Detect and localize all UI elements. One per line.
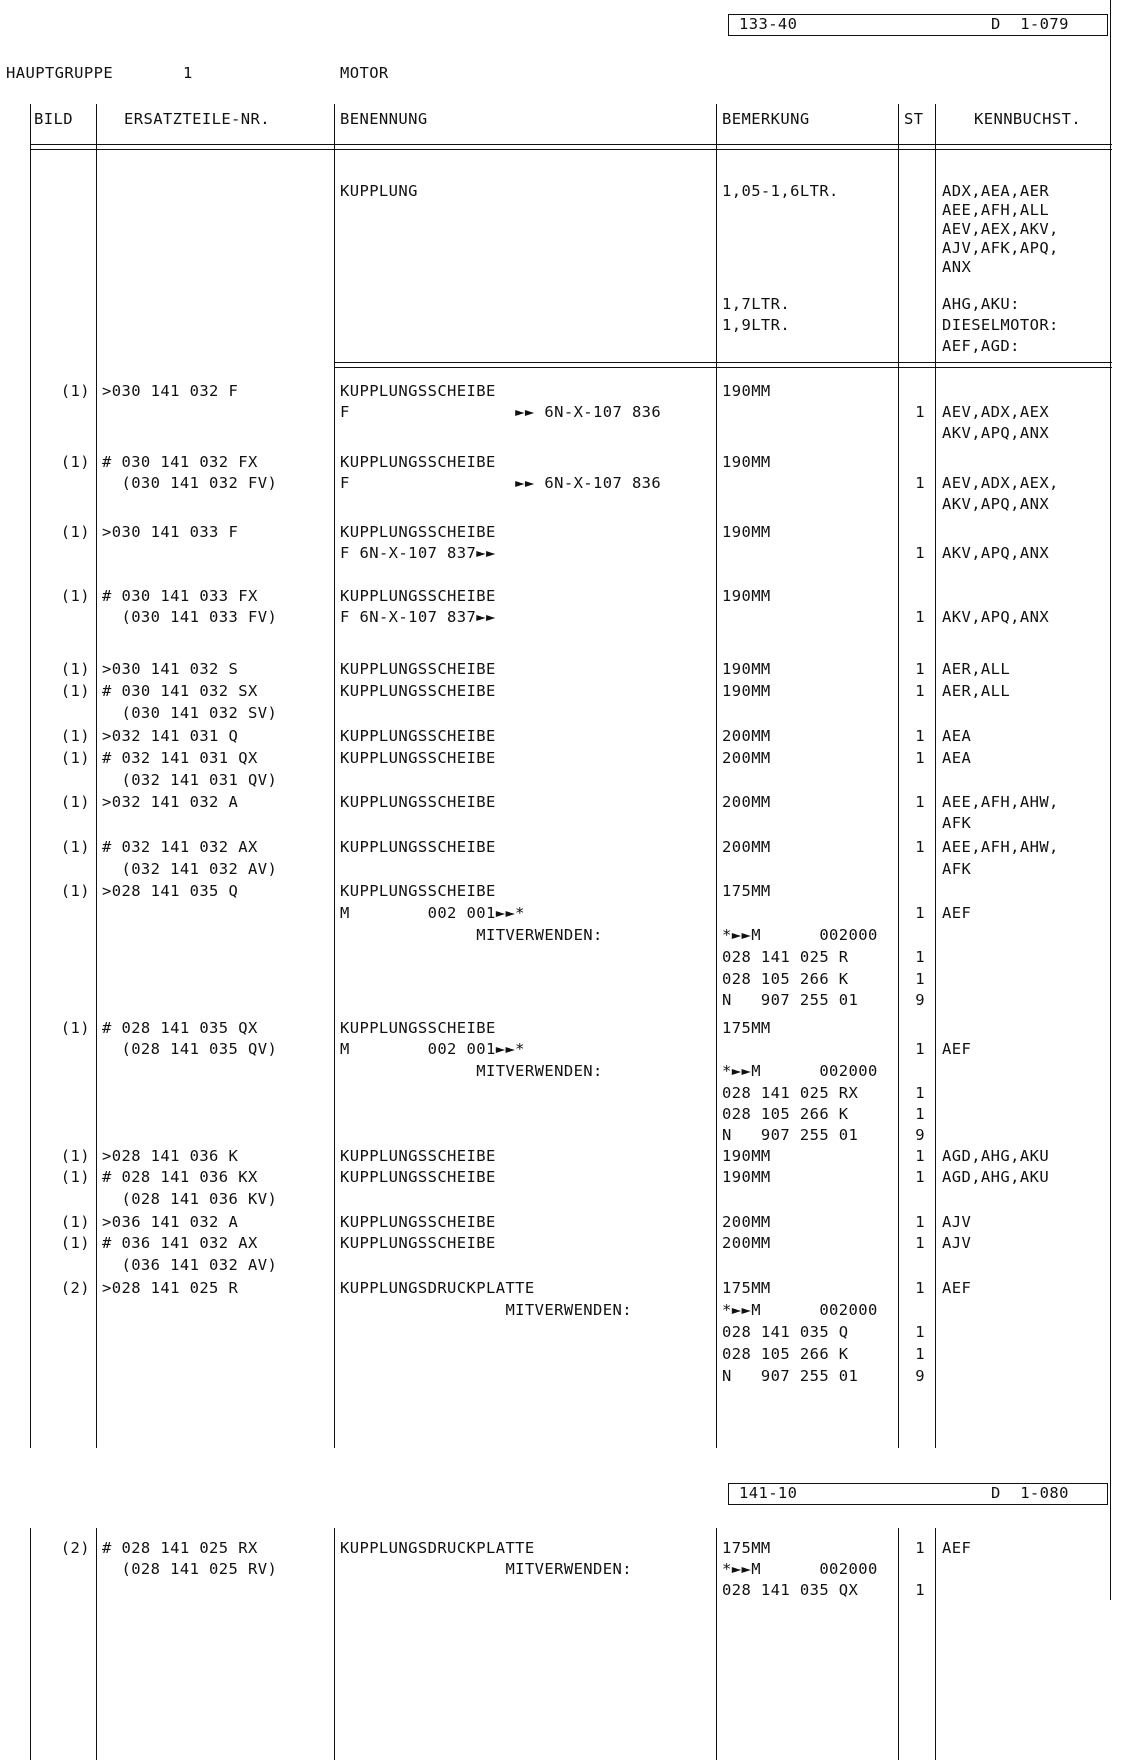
table-row bbox=[0, 862, 1142, 880]
engine-codes: AGD,AHG,AKU bbox=[942, 1168, 1050, 1186]
group-label: HAUPTGRUPPE bbox=[6, 64, 114, 82]
table-row bbox=[0, 546, 1142, 564]
engine-codes: AEF bbox=[942, 1279, 972, 1297]
table-row bbox=[0, 1347, 1142, 1365]
part-number: >036 141 032 A bbox=[102, 1213, 239, 1231]
table-row bbox=[0, 1325, 1142, 1343]
part-number: (036 141 032 AV) bbox=[102, 1256, 278, 1274]
quantity: 1 bbox=[915, 1147, 925, 1165]
part-remark: 200MM bbox=[722, 1213, 771, 1231]
table-row bbox=[0, 405, 1142, 423]
part-remark: *►►M 002000 bbox=[722, 1560, 878, 1578]
part-remark: 028 105 266 K bbox=[722, 1105, 849, 1123]
table-row bbox=[0, 497, 1142, 515]
part-number: (030 141 032 SV) bbox=[102, 704, 278, 722]
intro-remark: 1,05-1,6LTR. bbox=[722, 182, 839, 200]
part-number: # 030 141 032 FX bbox=[102, 453, 258, 471]
column-header-bild: BILD bbox=[34, 110, 73, 128]
part-description: KUPPLUNGSDRUCKPLATTE bbox=[340, 1539, 535, 1557]
part-description: KUPPLUNGSSCHEIBE bbox=[340, 749, 496, 767]
part-remark: 190MM bbox=[722, 382, 771, 400]
part-remark: 190MM bbox=[722, 523, 771, 541]
table-row bbox=[0, 795, 1142, 813]
part-remark: 175MM bbox=[722, 1279, 771, 1297]
intro-code: ANX bbox=[942, 258, 972, 276]
part-description: F 6N-X-107 837►► bbox=[340, 544, 496, 562]
quantity: 1 bbox=[915, 1539, 925, 1557]
part-remark: 200MM bbox=[722, 727, 771, 745]
column-header-st: ST bbox=[904, 110, 924, 128]
table-row bbox=[0, 928, 1142, 946]
part-number: >030 141 032 S bbox=[102, 660, 239, 678]
quantity: 1 bbox=[915, 1345, 925, 1363]
part-remark: 200MM bbox=[722, 793, 771, 811]
column-divider bbox=[334, 1530, 335, 1600]
table-row bbox=[0, 840, 1142, 858]
page-number: D 1-079 bbox=[991, 15, 1069, 33]
table-row bbox=[0, 773, 1142, 791]
part-description: MITVERWENDEN: bbox=[340, 926, 603, 944]
engine-codes: AKV,APQ,ANX bbox=[942, 424, 1050, 442]
part-remark: 028 141 025 RX bbox=[722, 1084, 859, 1102]
part-remark: 200MM bbox=[722, 749, 771, 767]
table-row bbox=[0, 1042, 1142, 1060]
part-description: KUPPLUNGSSCHEIBE bbox=[340, 682, 496, 700]
quantity: 1 bbox=[915, 403, 925, 421]
part-number: >028 141 036 K bbox=[102, 1147, 239, 1165]
part-remark: 190MM bbox=[722, 1168, 771, 1186]
quantity: 1 bbox=[915, 1213, 925, 1231]
table-row bbox=[0, 950, 1142, 968]
table-row bbox=[0, 1562, 1142, 1580]
column-header-benennung: BENENNUNG bbox=[340, 110, 428, 128]
part-number: >030 141 033 F bbox=[102, 523, 239, 541]
table-row bbox=[0, 1236, 1142, 1254]
figure-number: (1) bbox=[60, 1019, 90, 1037]
part-description: KUPPLUNGSSCHEIBE bbox=[340, 587, 496, 605]
table-row bbox=[0, 525, 1142, 543]
figure-number: (1) bbox=[60, 1213, 90, 1231]
table-row bbox=[0, 1583, 1142, 1601]
column-header-ersatzteile-nr: ERSATZTEILE-NR. bbox=[124, 110, 270, 128]
section-rule-2 bbox=[334, 367, 1112, 368]
reference-code: 133-40 bbox=[739, 15, 798, 33]
figure-number: (1) bbox=[60, 682, 90, 700]
engine-codes: AEV,ADX,AEX, bbox=[942, 474, 1059, 492]
engine-codes: AKV,APQ,ANX bbox=[942, 608, 1050, 626]
table-row bbox=[0, 906, 1142, 924]
quantity: 9 bbox=[915, 1126, 925, 1144]
figure-number: (2) bbox=[60, 1539, 90, 1557]
table-row bbox=[0, 1258, 1142, 1276]
table-row bbox=[0, 1107, 1142, 1125]
column-header-bemerkung: BEMERKUNG bbox=[722, 110, 810, 128]
engine-codes: AEF bbox=[942, 1539, 972, 1557]
figure-number: (1) bbox=[60, 523, 90, 541]
part-number: >032 141 032 A bbox=[102, 793, 239, 811]
part-remark: *►►M 002000 bbox=[722, 926, 878, 944]
intro-benennung: KUPPLUNG bbox=[340, 182, 418, 200]
part-number: >028 141 025 R bbox=[102, 1279, 239, 1297]
figure-number: (1) bbox=[60, 1234, 90, 1252]
figure-number: (2) bbox=[60, 1279, 90, 1297]
engine-codes: AER,ALL bbox=[942, 682, 1011, 700]
part-number: >032 141 031 Q bbox=[102, 727, 239, 745]
table-row bbox=[0, 1541, 1142, 1559]
part-number: # 032 141 032 AX bbox=[102, 838, 258, 856]
part-description: KUPPLUNGSSCHEIBE bbox=[340, 1019, 496, 1037]
engine-codes: AKV,APQ,ANX bbox=[942, 544, 1050, 562]
intro-code: AEV,AEX,AKV, bbox=[942, 220, 1059, 238]
table-row bbox=[0, 1149, 1142, 1167]
header-rule-2 bbox=[30, 149, 1112, 150]
quantity: 1 bbox=[915, 608, 925, 626]
header-rule bbox=[30, 144, 1112, 145]
engine-codes: AEA bbox=[942, 727, 972, 745]
quantity: 1 bbox=[915, 1105, 925, 1123]
table-row bbox=[0, 993, 1142, 1011]
part-number: (030 141 032 FV) bbox=[102, 474, 278, 492]
group-name: MOTOR bbox=[340, 64, 389, 82]
figure-number: (1) bbox=[60, 587, 90, 605]
part-description: MITVERWENDEN: bbox=[340, 1301, 632, 1319]
table-row bbox=[0, 1128, 1142, 1146]
engine-codes: AFK bbox=[942, 814, 972, 832]
table-row bbox=[0, 1215, 1142, 1233]
column-divider bbox=[935, 1530, 936, 1600]
table-row bbox=[0, 384, 1142, 402]
part-remark: N 907 255 01 bbox=[722, 1367, 859, 1385]
part-remark: 175MM bbox=[722, 1019, 771, 1037]
table-row bbox=[0, 684, 1142, 702]
figure-number: (1) bbox=[60, 382, 90, 400]
engine-codes: AEF bbox=[942, 1040, 972, 1058]
part-remark: N 907 255 01 bbox=[722, 991, 859, 1009]
column-divider bbox=[96, 1530, 97, 1600]
intro-remark: 1,9LTR. bbox=[722, 316, 791, 334]
part-remark: 175MM bbox=[722, 1539, 771, 1557]
part-description: M 002 001►►* bbox=[340, 1040, 525, 1058]
table-row bbox=[0, 1369, 1142, 1387]
quantity: 1 bbox=[915, 970, 925, 988]
engine-codes: AJV bbox=[942, 1213, 972, 1231]
table-row bbox=[0, 662, 1142, 680]
table-row bbox=[0, 706, 1142, 724]
quantity: 1 bbox=[915, 1084, 925, 1102]
reference-code: 141-10 bbox=[739, 1484, 798, 1502]
part-remark: 190MM bbox=[722, 587, 771, 605]
part-description: KUPPLUNGSSCHEIBE bbox=[340, 1234, 496, 1252]
part-number: # 028 141 036 KX bbox=[102, 1168, 258, 1186]
section-rule bbox=[334, 362, 1112, 363]
table-row bbox=[0, 1170, 1142, 1188]
engine-codes: AEA bbox=[942, 749, 972, 767]
part-number: # 032 141 031 QX bbox=[102, 749, 258, 767]
engine-codes: AEF bbox=[942, 904, 972, 922]
part-remark: 190MM bbox=[722, 660, 771, 678]
part-number: # 036 141 032 AX bbox=[102, 1234, 258, 1252]
group-number: 1 bbox=[183, 64, 193, 82]
quantity: 1 bbox=[915, 1581, 925, 1599]
part-description: KUPPLUNGSSCHEIBE bbox=[340, 453, 496, 471]
figure-number: (1) bbox=[60, 882, 90, 900]
part-description: KUPPLUNGSDRUCKPLATTE bbox=[340, 1279, 535, 1297]
quantity: 1 bbox=[915, 474, 925, 492]
part-remark: 028 141 035 Q bbox=[722, 1323, 849, 1341]
table-row bbox=[0, 1281, 1142, 1299]
engine-codes: AJV bbox=[942, 1234, 972, 1252]
part-remark: 190MM bbox=[722, 682, 771, 700]
intro-code: DIESELMOTOR: bbox=[942, 316, 1059, 334]
quantity: 1 bbox=[915, 1040, 925, 1058]
figure-number: (1) bbox=[60, 838, 90, 856]
part-description: KUPPLUNGSSCHEIBE bbox=[340, 660, 496, 678]
part-number: >030 141 032 F bbox=[102, 382, 239, 400]
part-remark: 190MM bbox=[722, 453, 771, 471]
intro-code: AEF,AGD: bbox=[942, 337, 1020, 355]
part-description: M 002 001►►* bbox=[340, 904, 525, 922]
table-row bbox=[0, 1192, 1142, 1210]
table-row bbox=[0, 1303, 1142, 1321]
table-row bbox=[0, 426, 1142, 444]
quantity: 1 bbox=[915, 660, 925, 678]
intro-code: AEE,AFH,ALL bbox=[942, 201, 1050, 219]
part-number: (032 141 031 QV) bbox=[102, 771, 278, 789]
table-row bbox=[0, 816, 1142, 834]
intro-code: AHG,AKU: bbox=[942, 295, 1020, 313]
part-description: KUPPLUNGSSCHEIBE bbox=[340, 727, 496, 745]
part-number: (028 141 025 RV) bbox=[102, 1560, 278, 1578]
quantity: 1 bbox=[915, 838, 925, 856]
part-description: KUPPLUNGSSCHEIBE bbox=[340, 1168, 496, 1186]
intro-remark: 1,7LTR. bbox=[722, 295, 791, 313]
table-row bbox=[0, 1064, 1142, 1082]
figure-number: (1) bbox=[60, 793, 90, 811]
engine-codes: AEV,ADX,AEX bbox=[942, 403, 1050, 421]
part-remark: 028 105 266 K bbox=[722, 1345, 849, 1363]
part-number: (032 141 032 AV) bbox=[102, 860, 278, 878]
part-description: F ►► 6N-X-107 836 bbox=[340, 474, 662, 492]
part-description: KUPPLUNGSSCHEIBE bbox=[340, 793, 496, 811]
quantity: 1 bbox=[915, 682, 925, 700]
table-row bbox=[0, 751, 1142, 769]
figure-number: (1) bbox=[60, 1168, 90, 1186]
table-row bbox=[0, 1021, 1142, 1039]
part-remark: 028 105 266 K bbox=[722, 970, 849, 988]
part-description: KUPPLUNGSSCHEIBE bbox=[340, 838, 496, 856]
table-row bbox=[0, 610, 1142, 628]
engine-codes: AER,ALL bbox=[942, 660, 1011, 678]
part-description: F 6N-X-107 837►► bbox=[340, 608, 496, 626]
figure-number: (1) bbox=[60, 453, 90, 471]
engine-codes: AEE,AFH,AHW, bbox=[942, 793, 1059, 811]
table-row bbox=[0, 455, 1142, 473]
quantity: 1 bbox=[915, 948, 925, 966]
part-remark: 175MM bbox=[722, 882, 771, 900]
part-remark: 028 141 025 R bbox=[722, 948, 849, 966]
part-description: KUPPLUNGSSCHEIBE bbox=[340, 382, 496, 400]
part-remark: 200MM bbox=[722, 1234, 771, 1252]
figure-number: (1) bbox=[60, 660, 90, 678]
part-description: KUPPLUNGSSCHEIBE bbox=[340, 1147, 496, 1165]
quantity: 1 bbox=[915, 1279, 925, 1297]
quantity: 1 bbox=[915, 904, 925, 922]
column-divider bbox=[716, 1530, 717, 1600]
quantity: 1 bbox=[915, 544, 925, 562]
table-row bbox=[0, 729, 1142, 747]
engine-codes: AGD,AHG,AKU bbox=[942, 1147, 1050, 1165]
part-remark: *►►M 002000 bbox=[722, 1062, 878, 1080]
part-remark: 200MM bbox=[722, 838, 771, 856]
part-description: KUPPLUNGSSCHEIBE bbox=[340, 882, 496, 900]
part-remark: 028 141 035 QX bbox=[722, 1581, 859, 1599]
quantity: 1 bbox=[915, 793, 925, 811]
part-description: KUPPLUNGSSCHEIBE bbox=[340, 1213, 496, 1231]
column-divider bbox=[30, 1530, 31, 1600]
column-divider bbox=[898, 1530, 899, 1600]
part-description: MITVERWENDEN: bbox=[340, 1560, 632, 1578]
table-row bbox=[0, 972, 1142, 990]
part-remark: N 907 255 01 bbox=[722, 1126, 859, 1144]
figure-number: (1) bbox=[60, 749, 90, 767]
engine-codes: AFK bbox=[942, 860, 972, 878]
part-number: >028 141 035 Q bbox=[102, 882, 239, 900]
part-description: KUPPLUNGSSCHEIBE bbox=[340, 523, 496, 541]
quantity: 9 bbox=[915, 1367, 925, 1385]
part-description: F ►► 6N-X-107 836 bbox=[340, 403, 662, 421]
part-number: (028 141 036 KV) bbox=[102, 1190, 278, 1208]
part-number: # 028 141 035 QX bbox=[102, 1019, 258, 1037]
page-number: D 1-080 bbox=[991, 1484, 1069, 1502]
part-remark: *►►M 002000 bbox=[722, 1301, 878, 1319]
table-row bbox=[0, 1086, 1142, 1104]
quantity: 1 bbox=[915, 1234, 925, 1252]
column-header-kennbuchst: KENNBUCHST. bbox=[974, 110, 1082, 128]
part-remark: 190MM bbox=[722, 1147, 771, 1165]
table-row bbox=[0, 589, 1142, 607]
figure-number: (1) bbox=[60, 727, 90, 745]
page-reference-bottom bbox=[728, 1483, 1108, 1505]
intro-code: AJV,AFK,APQ, bbox=[942, 239, 1059, 257]
engine-codes: AKV,APQ,ANX bbox=[942, 495, 1050, 513]
page-reference-top bbox=[728, 14, 1108, 36]
table-row bbox=[0, 476, 1142, 494]
part-description: MITVERWENDEN: bbox=[340, 1062, 603, 1080]
figure-number: (1) bbox=[60, 1147, 90, 1165]
part-number: (028 141 035 QV) bbox=[102, 1040, 278, 1058]
part-number: # 028 141 025 RX bbox=[102, 1539, 258, 1557]
part-number: # 030 141 032 SX bbox=[102, 682, 258, 700]
intro-code: ADX,AEA,AER bbox=[942, 182, 1050, 200]
quantity: 1 bbox=[915, 1323, 925, 1341]
quantity: 1 bbox=[915, 749, 925, 767]
quantity: 1 bbox=[915, 727, 925, 745]
quantity: 1 bbox=[915, 1168, 925, 1186]
table-row bbox=[0, 884, 1142, 902]
quantity: 9 bbox=[915, 991, 925, 1009]
engine-codes: AEE,AFH,AHW, bbox=[942, 838, 1059, 856]
part-number: (030 141 033 FV) bbox=[102, 608, 278, 626]
part-number: # 030 141 033 FX bbox=[102, 587, 258, 605]
